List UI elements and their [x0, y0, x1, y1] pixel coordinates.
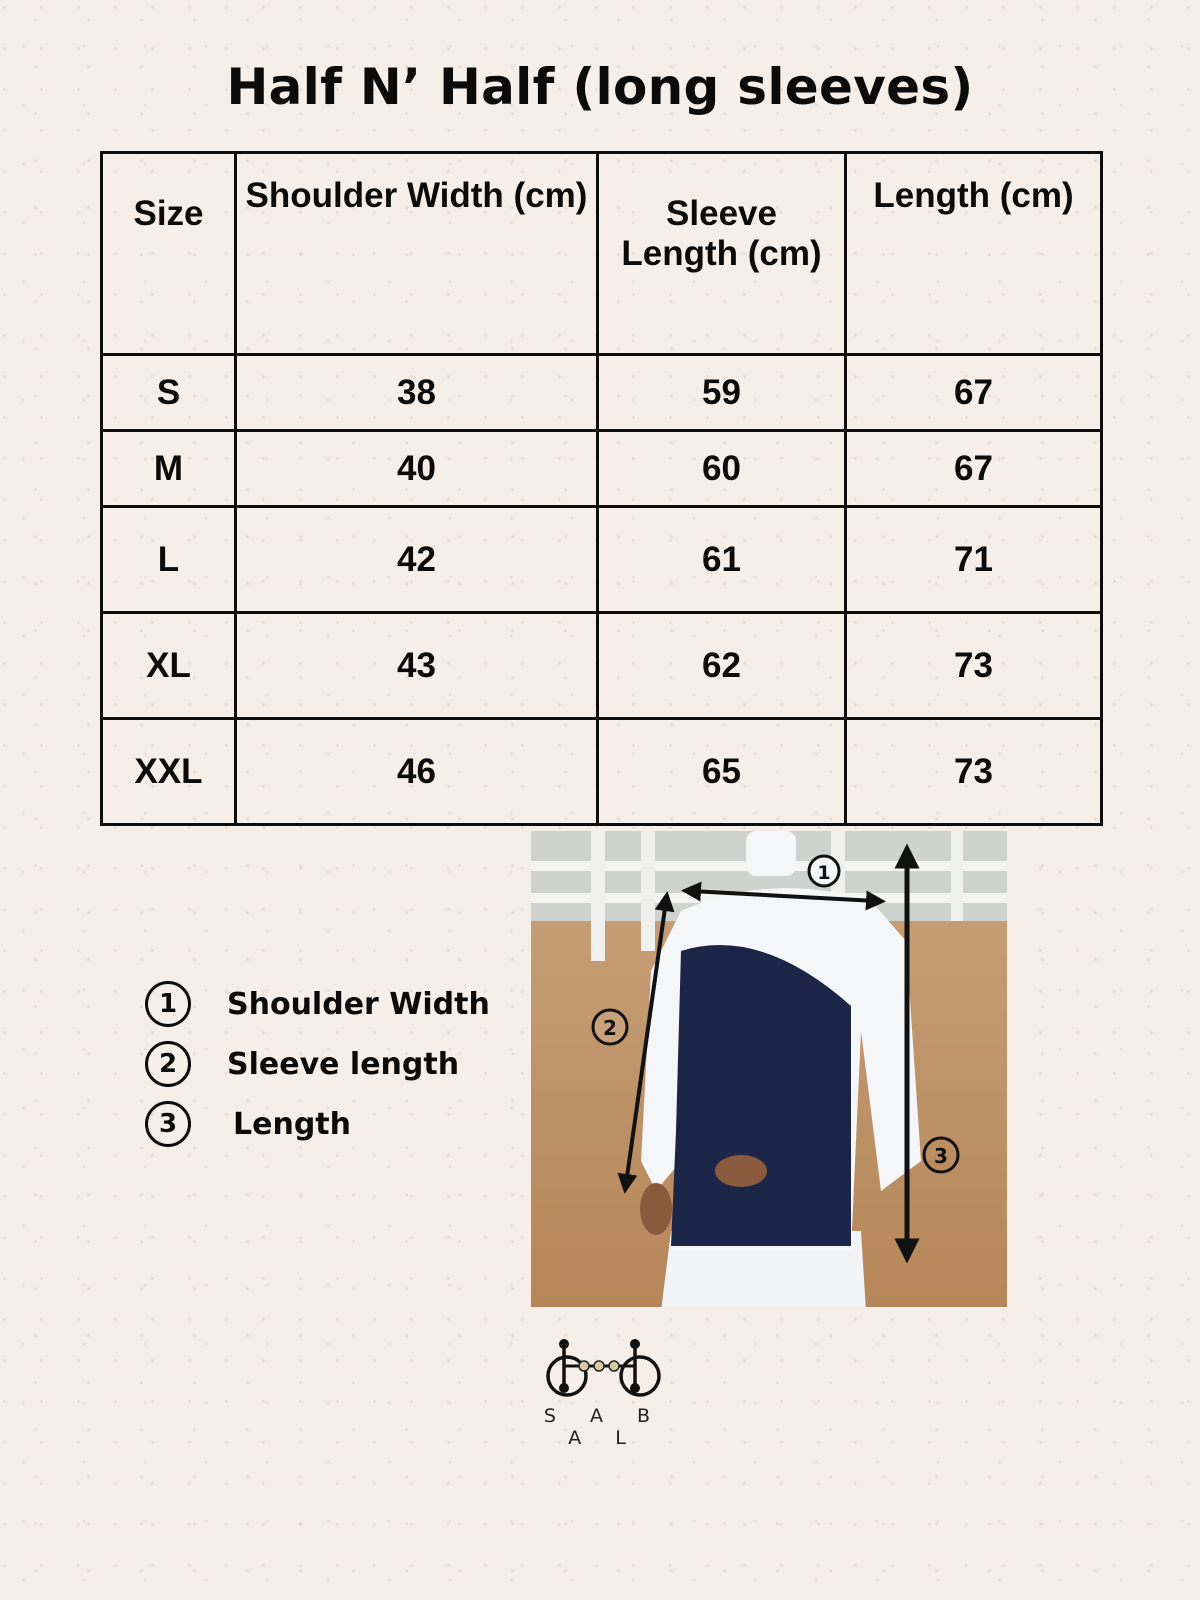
cell-sleeve: 59 — [598, 355, 846, 431]
cell-shoulder: 43 — [236, 613, 598, 719]
header-sleeve-length: Sleeve Length (cm) — [598, 153, 846, 355]
cell-size: L — [102, 507, 236, 613]
legend-label: Shoulder Width — [227, 986, 490, 1022]
cell-sleeve: 65 — [598, 719, 846, 825]
legend-label: Length — [233, 1106, 351, 1142]
cell-sleeve: 62 — [598, 613, 846, 719]
cell-length: 73 — [846, 719, 1102, 825]
legend-item-sleeve-length — [145, 1040, 459, 1088]
number-two-icon: 2 — [145, 1041, 191, 1087]
cell-length: 67 — [846, 355, 1102, 431]
table-row — [102, 507, 1102, 613]
number-three-icon: 3 — [145, 1101, 191, 1147]
cell-length: 71 — [846, 507, 1102, 613]
marker-1-label: 1 — [817, 862, 831, 884]
cell-size: XXL — [102, 719, 236, 825]
table-row — [102, 355, 1102, 431]
legend-item-shoulder-width — [145, 980, 490, 1028]
cell-shoulder: 46 — [236, 719, 598, 825]
size-chart-table — [100, 151, 1103, 826]
cell-shoulder: 42 — [236, 507, 598, 613]
number-one-icon: 1 — [145, 981, 191, 1027]
navy-body-section — [671, 945, 851, 1246]
cell-shoulder: 38 — [236, 355, 598, 431]
cell-shoulder: 40 — [236, 431, 598, 507]
table-header-row — [102, 153, 1102, 355]
model-photo — [531, 831, 1007, 1307]
cell-sleeve: 61 — [598, 507, 846, 613]
model-illustration — [531, 831, 1007, 1307]
header-size: Size — [102, 153, 236, 355]
cell-size: S — [102, 355, 236, 431]
cell-sleeve: 60 — [598, 431, 846, 507]
header-length: Length (cm) — [846, 153, 1102, 355]
cell-length: 73 — [846, 613, 1102, 719]
cell-size: M — [102, 431, 236, 507]
page-title: Half N’ Half (long sleeves) — [226, 58, 974, 116]
cell-length: 67 — [846, 431, 1102, 507]
legend-label: Sleeve length — [227, 1046, 460, 1082]
legend-item-length — [145, 1100, 351, 1148]
marker-2-label: 2 — [603, 1016, 617, 1040]
table-row — [102, 719, 1102, 825]
marker-3-label: 3 — [934, 1144, 948, 1168]
table-row — [102, 431, 1102, 507]
header-shoulder-width: Shoulder Width (cm) — [236, 153, 598, 355]
brand-wordmark: S A B A L — [543, 1405, 665, 1449]
table-row — [102, 613, 1102, 719]
cell-size: XL — [102, 613, 236, 719]
